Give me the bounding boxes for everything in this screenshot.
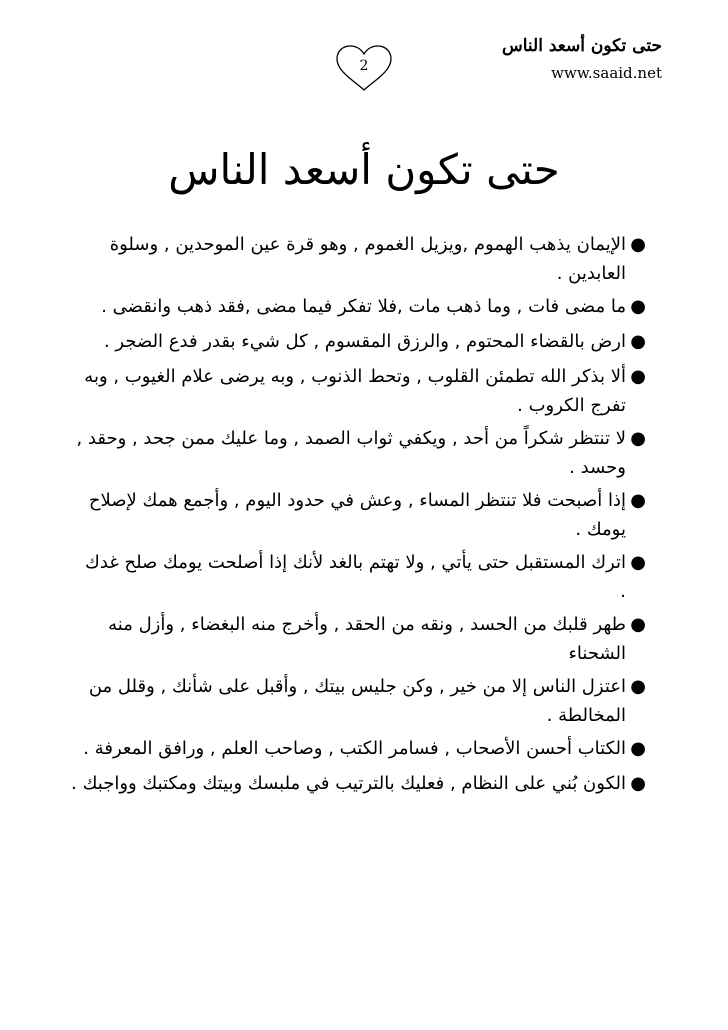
page-number: 2 [359, 58, 369, 74]
bullet-icon: ● [630, 773, 646, 794]
list-item-text: إذا أصبحت فلا تنتظر المساء , وعش في حدود اليوم , وأجمع همك لإصلاح يومك . [88, 490, 626, 540]
bullet-icon: ● [630, 676, 646, 697]
bullet-icon: ● [630, 331, 646, 352]
list-item [60, 486, 646, 544]
bullet-icon: ● [630, 738, 646, 759]
header-title: حتى تكون أسعد الناس [501, 36, 662, 56]
list-item [60, 362, 646, 420]
list-item [80, 230, 646, 288]
bullet-icon: ● [630, 552, 646, 573]
bullet-icon: ● [630, 234, 646, 255]
list-item-text: الإيمان يذهب الهموم ,ويزيل الغموم , وهو قرة عين الموحدين , وسلوة العابدين . [109, 234, 626, 284]
list-item [60, 769, 646, 798]
list-item [80, 672, 646, 730]
list-item-text: الكون بُني على النظام , فعليك بالترتيب في ملبسك وبيتك ومكتبك وواجبك . [71, 773, 626, 794]
list-item [60, 734, 646, 763]
bullet-icon: ● [630, 366, 646, 387]
bullet-icon: ● [630, 428, 646, 449]
list-item-text: طهر قلبك من الحسد , ونقه من الحقد , وأخرج منه البغضاء , وأزل منه الشحناء [108, 614, 626, 664]
list-item-text: ألا بذكر الله تطمئن القلوب , وتحط الذنوب , وبه يرضى علام الغيوب , وبه تفرج الكروب . [84, 366, 626, 416]
bullet-icon: ● [630, 296, 646, 317]
list-item [80, 548, 646, 606]
page-number-heart [334, 44, 394, 92]
bullet-list [71, 230, 646, 798]
list-item-text: اترك المستقبل حتى يأتي , ولا تهتم بالغد لأنك إذا أصلحت يومك صلح غدك . [85, 552, 626, 602]
list-item-text: ما مضى فات , وما ذهب مات ,فلا تفكر فيما مضى ,فقد ذهب وانقضى . [101, 296, 626, 317]
list-item-text: اعتزل الناس إلا من خير , وكن جليس بيتك , وأقبل على شأنك , وقلل من المخالطة . [88, 676, 626, 726]
list-item [80, 610, 646, 668]
list-item [80, 292, 646, 321]
page-title: حتى تكون أسعد الناس [168, 145, 560, 194]
list-item-text: الكتاب أحسن الأصحاب , فسامر الكتب , وصاحب العلم , ورافق المعرفة . [83, 738, 626, 759]
list-item-text: لا تنتظر شكراً من أحد , ويكفي ثواب الصمد , وما عليك ممن جحد , وحقد , وحسد . [76, 428, 626, 478]
header-url: www.saaid.net [551, 64, 662, 82]
list-item [60, 424, 646, 482]
bullet-icon: ● [630, 490, 646, 511]
list-item [80, 327, 646, 356]
list-item-text: ارض بالقضاء المحتوم , والرزق المقسوم , كل شيء بقدر فدع الضجر . [103, 331, 626, 352]
bullet-icon: ● [630, 614, 646, 635]
